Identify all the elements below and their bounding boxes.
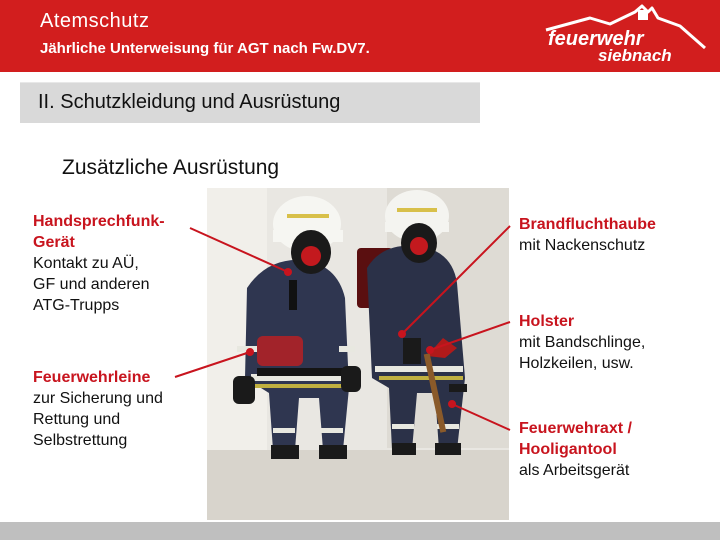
callout-text-line: Rettung und (33, 411, 121, 428)
callout-text-line: mit Bandschlinge, (519, 334, 646, 351)
logo-text-feuerwehr: feuerwehr (548, 28, 644, 50)
callout-title-line: Feuerwehraxt / (519, 420, 632, 437)
callout-text-line: mit Nackenschutz (519, 237, 646, 254)
callout-text-line: Kontakt zu AÜ, (33, 255, 139, 272)
callout-text-line: Holzkeilen, usw. (519, 355, 634, 372)
pointer-line-feuerwehrleine (175, 352, 250, 377)
pointer-dot-feuerwehraxt (449, 401, 455, 407)
callout-title-line: Handsprechfunk- (33, 213, 165, 230)
sub-heading: Zusätzliche Ausrüstung (62, 156, 280, 179)
callout-text-line: ATG-Trupps (33, 297, 120, 314)
callout-text-line: als Arbeitsgerät (519, 462, 630, 479)
pointer-line-holster (430, 322, 510, 350)
callout-title-line: Feuerwehrleine (33, 369, 151, 386)
section-title: II. Schutzkleidung und Ausrüstung (38, 91, 341, 113)
pointer-line-brandfluchthaube (402, 226, 510, 334)
callout-title-line: Holster (519, 313, 575, 330)
callout-text-line: Selbstrettung (33, 432, 128, 449)
footer-bar (0, 522, 720, 540)
pointer-dot-brandfluchthaube (399, 331, 405, 337)
callout-title-line: Hooligantool (519, 441, 617, 458)
pointer-dot-holster (427, 347, 433, 353)
pointer-line-handsprechfunk (190, 228, 288, 272)
pointer-dot-handsprechfunk (285, 269, 291, 275)
logo-text-siebnach: siebnach (598, 46, 672, 65)
callout-text-line: GF und anderen (33, 276, 150, 293)
callout-title-line: Brandfluchthaube (519, 216, 656, 233)
pointer-line-feuerwehraxt (452, 404, 510, 430)
header-subtitle: Jährliche Unterweisung für AGT nach Fw.DV7. (40, 40, 370, 57)
callout-text-line: zur Sicherung und (33, 390, 163, 407)
callout-title-line: Gerät (33, 234, 75, 251)
header-title: Atemschutz (40, 10, 150, 32)
pointer-dot-feuerwehrleine (247, 349, 253, 355)
